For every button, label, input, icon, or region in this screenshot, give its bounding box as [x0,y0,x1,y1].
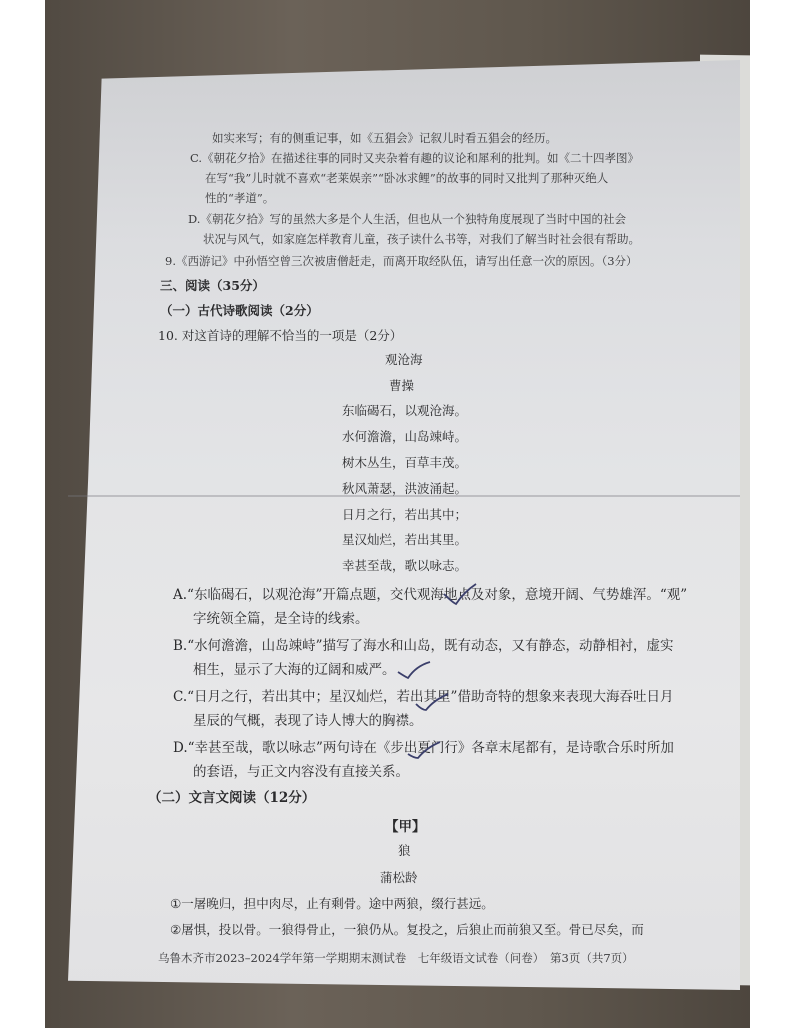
header-line-6: 状况与风气，如家庭怎样教育儿童，孩子读什么书等，对我们了解当时社会很有帮助。 [203,232,640,246]
option-d-cont: 的套语，与正文内容没有直接关系。 [193,764,409,780]
section-poetry-title: （一）古代诗歌阅读（2分） [160,303,319,318]
poem-line: 东临碣石，以观沧海。 [342,403,468,418]
page-footer: 乌鲁木齐市2023–2024学年第一学期期末测试卷 七年级语文试卷（问卷） 第3页（共7页） [158,951,634,965]
question-10: 10. 对这首诗的理解不恰当的一项是（2分） [158,328,403,343]
option-c-cont: 星辰的气概，表现了诗人博大的胸襟。 [193,713,423,729]
header-line-5: D.《朝花夕拾》写的虽然大多是个人生活，但也从一个独特角度展现了当时中国的社会 [188,212,626,226]
check-mark-icon [404,738,444,764]
option-c: C.“日月之行，若出其中；星汉灿烂，若出其里”借助奇特的想象来表现大海吞吐日月 [173,689,674,705]
passage-paragraph-1: ①一屠晚归，担中肉尽，止有剩骨。途中两狼，缀行甚远。 [170,896,494,911]
poem-line: 日月之行，若出其中； [342,507,468,522]
poem-line: 幸甚至哉，歌以咏志。 [342,558,468,573]
header-line-2: C.《朝花夕拾》在描述往事的同时又夹杂着有趣的议论和犀利的批判。如《二十四孝图》 [190,151,640,165]
passage-author: 蒲松龄 [380,870,418,885]
header-line-1: 如实来写；有的侧重记事，如《五猖会》记叙儿时看五猖会的经历。 [212,131,557,145]
option-d: D.“幸甚至哉，歌以咏志”两句诗在《步出夏门行》各章末尾都有，是诗歌合乐时所加 [173,740,674,756]
poem-title: 观沧海 [385,352,423,367]
poem-line: 星汉灿烂，若出其里。 [342,532,468,547]
left-margin [0,0,45,1028]
section-classical-title: （二）文言文阅读（12分） [148,790,316,806]
poem-line: 秋风萧瑟，洪波涌起。 [342,481,468,496]
header-line-4: 性的“孝道”。 [205,191,275,205]
option-a-cont: 字统领全篇，是全诗的线索。 [193,611,369,627]
check-mark-icon [440,580,480,610]
passage-title: 狼 [398,843,411,858]
passage-paragraph-2: ②屠惧，投以骨。一狼得骨止，一狼仍从。复投之，后狼止而前狼又至。骨已尽矣，而 [170,922,644,937]
check-mark-icon [394,656,434,682]
option-a: A.“东临碣石，以观沧海”开篇点题，交代观海地点及对象，意境开阔、气势雄浑。“观” [173,587,688,603]
option-b: B.“水何澹澹，山岛竦峙”描写了海水和山岛，既有动态，又有静态，动静相衬，虚实 [173,638,674,654]
section-reading-title: 三、阅读（35分） [160,278,265,293]
check-mark-icon [412,690,452,716]
poem-line: 树木丛生，百草丰茂。 [342,455,468,470]
question-9: 9.《西游记》中孙悟空曾三次被唐僧赶走，而离开取经队伍，请写出任意一次的原因。（3分） [165,254,638,268]
poem-author: 曹操 [389,378,415,393]
poem-line: 水何澹澹，山岛竦峙。 [342,429,468,444]
option-b-cont: 相生，显示了大海的辽阔和威严。 [193,662,396,678]
header-line-3: 在写“我”儿时就不喜欢“老莱娱亲”“卧冰求鲤”的故事的同时又批判了那种灭绝人 [205,171,609,185]
passage-label: 【甲】 [385,819,426,835]
